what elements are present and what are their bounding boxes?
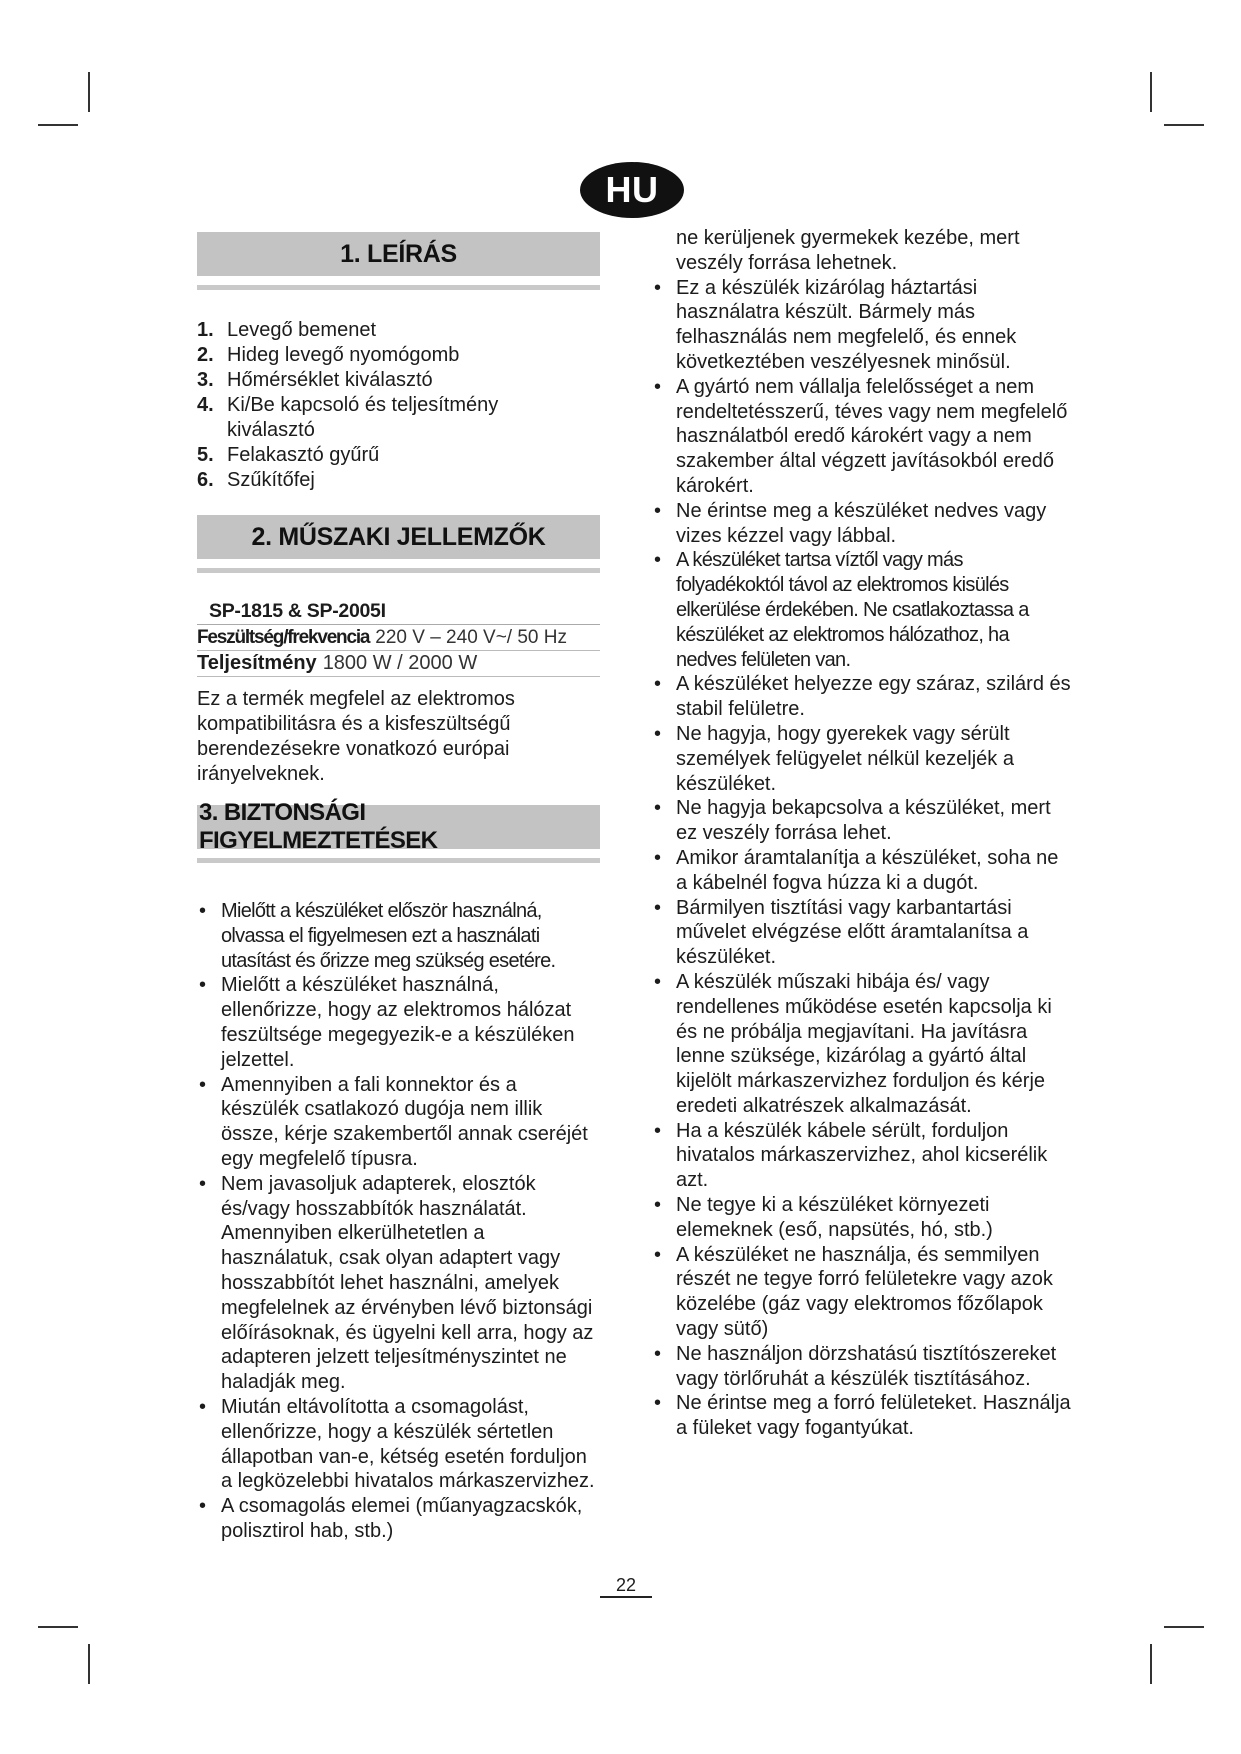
safety-item: • Ne érintse meg a készüléket nedves vagy vizes kézzel vagy lábbal. <box>652 499 1072 549</box>
safety-item: • A készülék műszaki hibája és/ vagy rendellenes működése esetén kapcsolja ki és ne próbálja megjavítani. Ha javításra lenne szüksége, kizárólag a gyártó által kijelölt márkaszervizhez forduljon és kérje eredeti alkatrészek alkalmazását. <box>652 970 1072 1119</box>
crop-mark <box>1164 124 1204 126</box>
crop-mark <box>1150 72 1152 112</box>
safety-item: • Ez a készülék kizárólag háztartási használatra készült. Bármely más felhasználás nem megfelelő, és ennek következtében veszélyesnek minősül. <box>652 276 1072 375</box>
safety-item: • A csomagolás elemei (műanyagzacskók, polisztirol hab, stb.) <box>197 1494 600 1544</box>
safety-list-right <box>652 276 1072 1441</box>
heading-rule <box>197 568 600 573</box>
safety-item: • Ne érintse meg a forró felületeket. Használja a füleket vagy fogantyúkat. <box>652 1391 1072 1441</box>
safety-heading: 3. BIZTONSÁGI FIGYELMEZTETÉSEK <box>197 805 600 849</box>
safety-item: • Ne hagyja, hogy gyerekek vagy sérült személyek felügyelet nélkül kezeljék a készüléket. <box>652 722 1072 796</box>
crop-mark <box>88 72 90 112</box>
item-text: Ki/Be kapcsoló és teljesítmény kiválasztó <box>227 394 499 441</box>
power-label: Teljesítmény <box>197 652 317 674</box>
conformity-statement: Ez a termék megfelel az elektromos kompatibilitásra és a kisfeszültségű berendezésekre vonatkozó európai irányelveknek. <box>197 688 515 785</box>
parts-list-item <box>197 468 600 493</box>
item-text: Szűkítőfej <box>227 469 315 491</box>
power-value: 1800 W / 2000 W <box>322 652 478 674</box>
left-column <box>197 232 600 1544</box>
parts-list-item <box>197 368 600 393</box>
crop-mark <box>1150 1644 1152 1684</box>
description-heading: 1. LEÍRÁS <box>197 232 600 276</box>
safety-item: • Miután eltávolította a csomagolást, ellenőrizze, hogy a készülék sértetlen állapotban van-e, kétség esetén forduljon a legközelebbi hivatalos márkaszervizhez. <box>197 1395 600 1494</box>
safety-item: • Ha a készülék kábele sérült, forduljon hivatalos márkaszervizhez, ahol kicserélik azt. <box>652 1119 1072 1193</box>
parts-list <box>197 318 600 493</box>
safety-item: • Nem javasoljuk adapterek, elosztók és/vagy hosszabbítók használatát. Amennyiben elkerülhetetlen a használatuk, csak olyan adaptert vagy hosszabbítót lehet használni, amelyek megfelelnek az érvényben lévő biztonsági előírásoknak, és ügyelni kell arra, hogy az adapteren jelzett teljesítményszintet ne haladják meg. <box>197 1172 600 1395</box>
item-text: Levegő bemenet <box>227 319 377 341</box>
parts-list-item <box>197 318 600 343</box>
heading-rule <box>197 285 600 290</box>
language-badge: HU <box>580 162 684 218</box>
safety-item: • Bármilyen tisztítási vagy karbantartási művelet elvégzése előtt áramtalanítsa a készüléket. <box>652 896 1072 970</box>
item-number: 5. <box>197 444 214 466</box>
crop-mark <box>1164 1626 1204 1628</box>
safety-list-left <box>197 899 600 1544</box>
safety-item: • Mielőtt a készüléket használná, ellenőrizze, hogy az elektromos hálózat feszültsége megegyezik-e a készüléken jelzettel. <box>197 973 600 1072</box>
safety-item: • Ne hagyja bekapcsolva a készüléket, mert ez veszély forrása lehet. <box>652 796 1072 846</box>
right-column <box>652 226 1072 1441</box>
crop-mark <box>38 124 78 126</box>
safety-item: • A készüléket helyezze egy száraz, szilárd és stabil felületre. <box>652 672 1072 722</box>
model-name: SP-1815 & SP-2005I <box>197 599 600 625</box>
parts-list-item <box>197 343 600 368</box>
item-number: 4. <box>197 394 214 416</box>
item-text: Hideg levegő nyomógomb <box>227 344 460 366</box>
safety-item: • Ne használjon dörzshatású tisztítószereket vagy törlőruhát a készülék tisztításához. <box>652 1342 1072 1392</box>
safety-item: • Mielőtt a készüléket először használná, olvassa el figyelmesen ezt a használati utasítást és őrizze meg szükség esetére. <box>197 899 600 973</box>
voltage-row <box>197 625 600 651</box>
crop-mark <box>88 1644 90 1684</box>
safety-item: • A készüléket tartsa víztől vagy más folyadékoktól távol az elektromos kisülés elkerülése érdekében. Ne csatlakoztassa a készüléket az elektromos hálózathoz, ha nedves felületen van. <box>652 548 1072 672</box>
page-number: 22 <box>600 1574 652 1598</box>
safety-item: • Amikor áramtalanítja a készüléket, soha ne a kábelnél fogva húzza ki a dugót. <box>652 846 1072 896</box>
safety-item: • A gyártó nem vállalja felelősséget a nem rendeltetésszerű, téves vagy nem megfelelő használatból eredő károkért vagy a nem szakember által végzett javításokból eredő károkért. <box>652 375 1072 499</box>
safety-item: • A készüléket ne használja, és semmilyen részét ne tegye forró felületekre vagy azok közelébe (gáz vagy elektromos főzőlapok vagy sütő) <box>652 1243 1072 1342</box>
parts-list-item <box>197 443 600 468</box>
safety-item-continuation: ne kerüljenek gyermekek kezébe, mert veszély forrása lehetnek. <box>676 227 1020 274</box>
item-text: Felakasztó gyűrű <box>227 444 380 466</box>
power-row <box>197 651 600 677</box>
safety-item: • Amennyiben a fali konnektor és a készülék csatlakozó dugója nem illik össze, kérje szakembertől annak cseréjét egy megfelelő típusra. <box>197 1073 600 1172</box>
voltage-value: 220 V – 240 V~/ 50 Hz <box>375 627 567 648</box>
parts-list-item <box>197 393 600 443</box>
voltage-label: Feszültség/frekvencia <box>197 627 370 648</box>
item-text: Hőmérséklet kiválasztó <box>227 369 433 391</box>
item-number: 3. <box>197 369 214 391</box>
crop-mark <box>38 1626 78 1628</box>
item-number: 1. <box>197 319 214 341</box>
technical-heading: 2. MŰSZAKI JELLEMZŐK <box>197 515 600 559</box>
item-number: 2. <box>197 344 214 366</box>
item-number: 6. <box>197 469 214 491</box>
safety-item: • Ne tegye ki a készüléket környezeti elemeknek (eső, napsütés, hó, stb.) <box>652 1193 1072 1243</box>
heading-rule <box>197 858 600 863</box>
